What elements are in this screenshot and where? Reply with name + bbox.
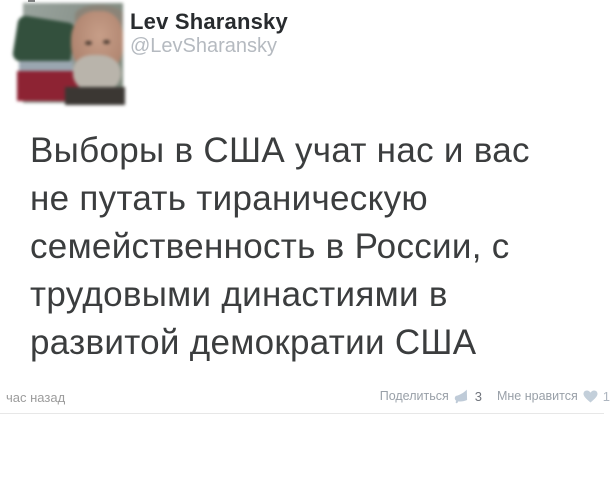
footer-actions xyxy=(380,387,610,405)
heart-icon xyxy=(583,390,598,403)
tweet-text-line: развитой демократии США xyxy=(30,323,477,362)
share-count: 3 xyxy=(474,388,482,404)
like-count: 1 xyxy=(602,388,610,404)
avatar[interactable] xyxy=(28,8,118,98)
like-label: Мне нравится xyxy=(496,389,578,403)
megaphone-icon xyxy=(454,389,470,403)
tweet-text-line: трудовыми династиями в xyxy=(30,275,448,314)
top-edge-artifact xyxy=(28,0,35,2)
tweet-text-line: не путать тираническую xyxy=(30,179,428,218)
timestamp-link[interactable]: час назад xyxy=(6,390,66,405)
avatar-photo xyxy=(23,3,123,103)
tweet-text xyxy=(30,127,586,367)
like-button[interactable] xyxy=(497,389,610,404)
tweet-text-line: Выборы в США учат нас и вас xyxy=(30,131,530,170)
tweet-text-line: семейственность в России, с xyxy=(30,227,510,266)
share-label: Поделиться xyxy=(379,389,449,403)
username-handle[interactable]: @LevSharansky xyxy=(130,35,278,57)
display-name[interactable]: Lev Sharansky xyxy=(130,9,288,34)
share-button[interactable] xyxy=(380,389,482,404)
footer-divider xyxy=(0,413,604,414)
